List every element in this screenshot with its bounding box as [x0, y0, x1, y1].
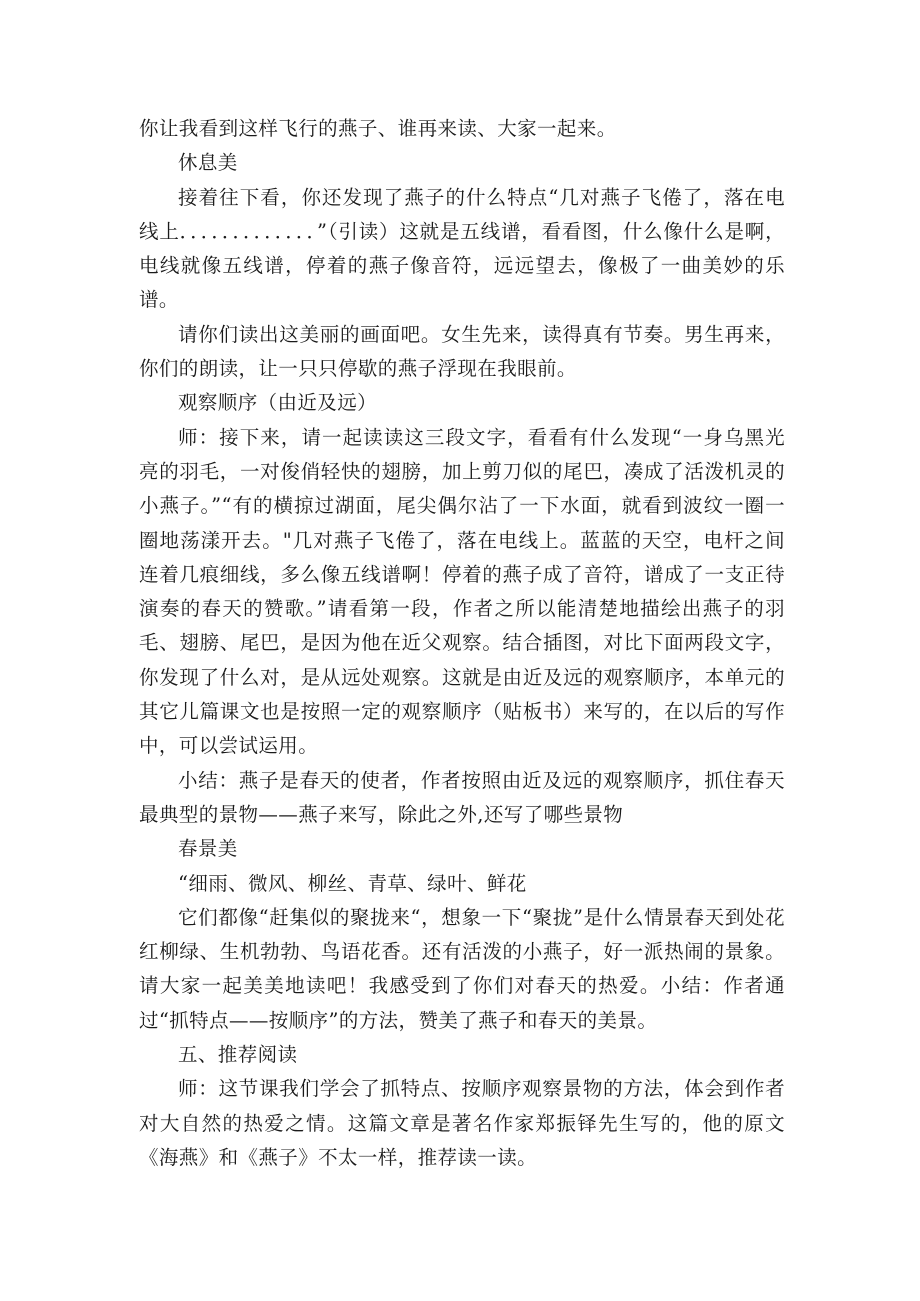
paragraph: 请你们读出这美丽的画面吧。女生先来，读得真有节奏。男生再来，你们的朗读，让一只只停歇的燕子浮现在我眼前。	[139, 322, 785, 381]
section-heading: 五、推荐阅读	[178, 1043, 298, 1067]
paragraph: 师：这节课我们学会了抓特点、按顺序观察景物的方法，体会到作者对大自然的热爱之情。这篇文章是著名作家郑振铎先生写的，他的原文《海燕》和《燕子》不太一样，推荐读一读。	[139, 1077, 785, 1169]
paragraph: 它们都像“赶集似的聚拢来“，想象一下“聚拢”是什么情景春天到处花红柳绿、生机勃勃、鸟语花香。还有活泼的小燕子，好一派热闹的景象。请大家一起美美地读吧！我感受到了你们对春天的热爱。小结：作者通过“抓特点——按顺序”的方法，赞美了燕子和春天的美景。	[139, 905, 785, 1032]
paragraph: 师：接下来，请一起读读这三段文字，看看有什么发现“一身乌黑光亮的羽毛，一对俊俏轻快的翅膀，加上剪刀似的尾巴，凑成了活泼机灵的小燕子。”“有的横掠过湖面，尾尖偶尔沾了一下水面，就看到波纹一圈一圈地荡漾开去。"几对燕子飞倦了，落在电线上。蓝蓝的天空，电杆之间连着几痕细线，多么像五线谱啊！停着的燕子成了音符，谱成了一支正待演奏的春天的赞歌。”请看第一段，作者之所以能清楚地描绘出燕子的羽毛、翅膀、尾巴，是因为他在近父观察。结合插图，对比下面两段文字，你发现了什么对，是从远处观察。这就是由近及远的观察顺序，本单元的其它儿篇课文也是按照一定的观察顺序（贴板书）来写的，在以后的写作中，可以尝试运用。	[139, 425, 785, 758]
section-heading: 休息美	[178, 151, 238, 175]
paragraph: “细雨、微风、柳丝、青草、绿叶、鲜花	[178, 871, 527, 895]
paragraph: 小结：燕子是春天的使者，作者按照由近及远的观察顺序，抓住春天最典型的景物——燕子来写，除此之外,还写了哪些景物	[139, 768, 785, 826]
section-heading: 观察顺序（由近及远）	[178, 391, 378, 415]
paragraph: 接着往下看，你还发现了燕子的什么特点“几对燕子飞倦了，落在电线上．．．．．．．．．．．．．”（引读）这就是五线谱，看看图，什么像什么是啊，电线就像五线谱，停着的燕子像音符，远远望去，像极了一曲美妙的乐谱。	[139, 185, 785, 312]
section-heading: 春景美	[178, 837, 238, 861]
document-body	[139, 112, 785, 1175]
paragraph: 你让我看到这样飞行的燕子、谁再来读、大家一起来。	[139, 117, 617, 140]
